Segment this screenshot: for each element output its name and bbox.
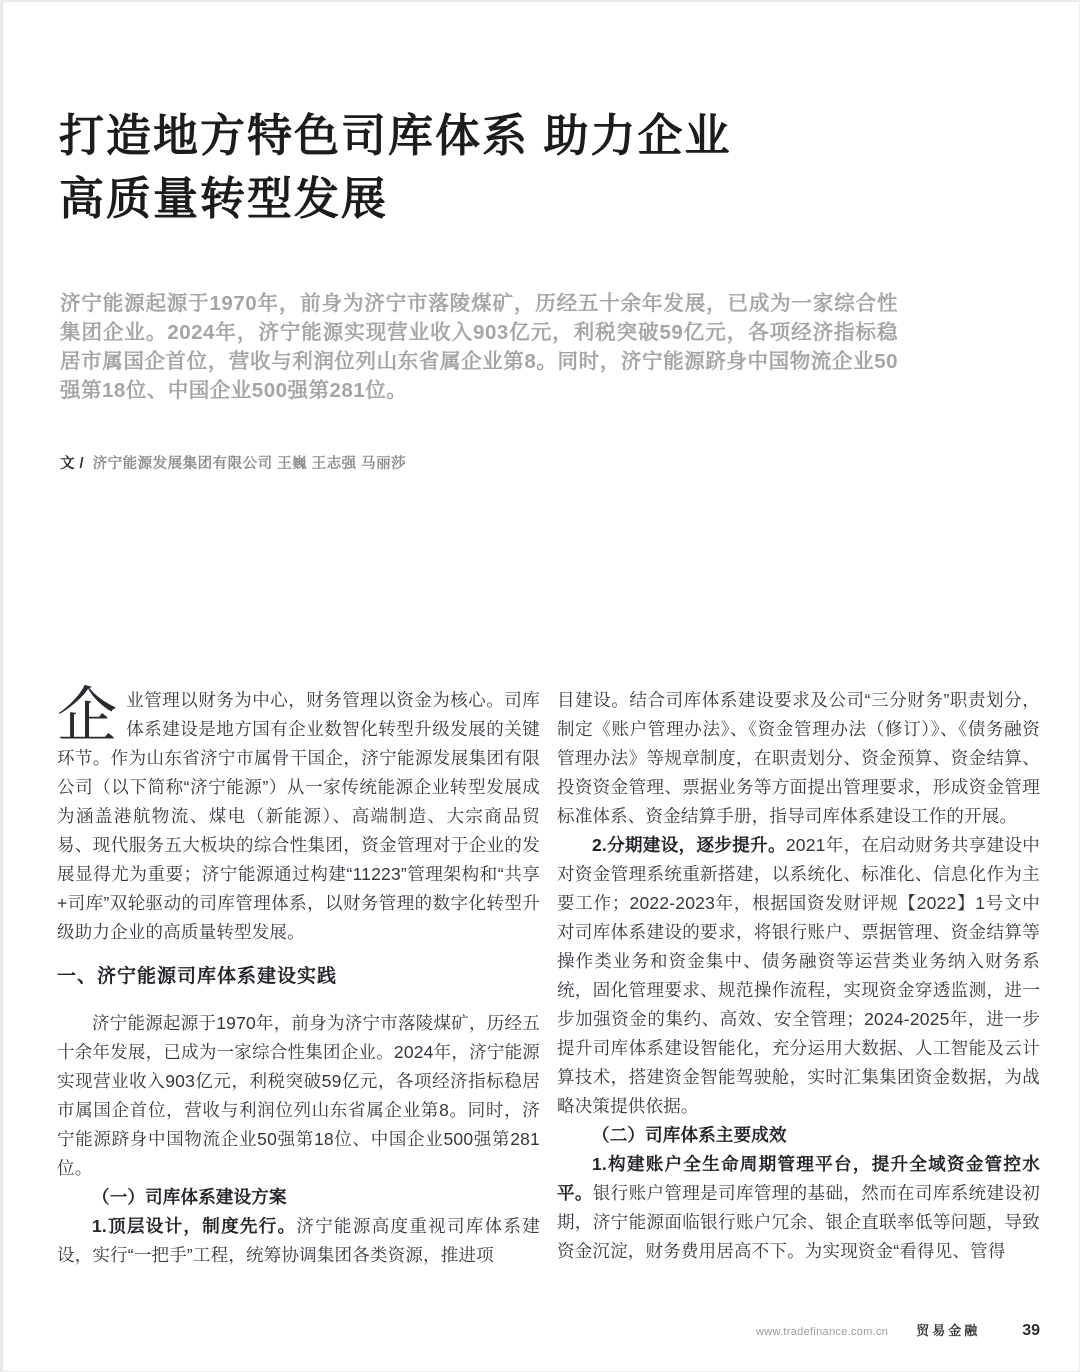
body-column-left — [57, 682, 540, 1270]
sub-heading-1-2: （二）司库体系主要成效 — [592, 1125, 787, 1145]
footer-page-number: 39 — [1022, 1322, 1040, 1339]
paragraph-top-design-lead: 1.顶层设计，制度先行。 — [92, 1216, 297, 1236]
article-title-line1: 打造地方特色司库体系 助力企业 — [59, 110, 732, 161]
section-heading-1: 一、济宁能源司库体系建设实践 — [57, 966, 338, 987]
paragraph-phased-construction-lead: 2.分期建设，逐步提升。 — [592, 835, 786, 855]
paragraph-history: 济宁能源起源于1970年，前身为济宁市落陵煤矿，历经五十余年发展，已成为一家综合性集团企业。2024年，济宁能源实现营业收入903亿元，利税突破59亿元，各项经济指标稳居市属国企首位，营收与利润位列山东省属企业第8。同时，济宁能源跻身中国物流企业50强第18位、中国企业500强第281位。 — [57, 1013, 540, 1178]
byline-prefix: 文 / — [60, 456, 85, 472]
dropcap-character: 企 — [57, 682, 118, 749]
paragraph-account-platform — [557, 1150, 1040, 1266]
article-byline — [60, 452, 406, 473]
paragraph-top-design-continued: 目建设。结合司库体系建设要求及公司“三分财务”职责划分，制定《账户管理办法》、《资金管理办法（修订）》、《债务融资管理办法》等规章制度，在职责划分、资金预算、资金结算、投资资金管理、票据业务等方面提出管理要求，形成资金管理标准体系、资金结算手册，指导司库体系建设工作的开展。 — [557, 690, 1040, 826]
paragraph-phased-construction-text: 2021年，在启动财务共享建设中对资金管理系统重新搭建，以系统化、标准化、信息化作为主要工作；2022-2023年，根据国资发财评规【2022】1号文中对司库体系建设的要求，将银行账户、票据管理、资金结算等操作类业务和资金集中、债务融资等运营类业务纳入财务系统，固化管理要求、规范操作流程，实现资金穿透监测，进一步加强资金的集约、高效、安全管理；2024-2025年，进一步提升司库体系建设智能化，充分运用大数据、人工智能及云计算技术，搭建资金智能驾驶舱，实时汇集集团资金数据，为战略决策提供依据。 — [557, 835, 1040, 1116]
footer-website-url: www.tradefinance.com.cn — [755, 1326, 889, 1338]
article-abstract: 济宁能源起源于1970年，前身为济宁市落陵煤矿，历经五十余年发展，已成为一家综合性集团企业。2024年，济宁能源实现营业收入903亿元，利税突破59亿元，各项经济指标稳居市属国企首位，营收与利润位列山东省属企业第8。同时，济宁能源跻身中国物流企业50强第18位、中国企业500强第281位。 — [60, 292, 898, 402]
footer-magazine-name: 贸易金融 — [916, 1323, 981, 1338]
body-column-right — [557, 686, 1040, 1266]
article-title — [59, 104, 732, 230]
paragraph-account-platform-lead: 1.构建账户全生命周期管理平台，提升全域资金管控水平。 — [557, 1154, 1040, 1203]
paragraph-intro — [57, 682, 540, 947]
byline-authors: 济宁能源发展集团有限公司 王巍 王志强 马丽莎 — [92, 456, 407, 472]
page-footer — [756, 1320, 1040, 1340]
article-title-line2: 高质量转型发展 — [59, 173, 389, 224]
paragraph-intro-text: 业管理以财务为中心，财务管理以资金为核心。司库体系建设是地方国有企业数智化转型升级发展的关键环节。作为山东省济宁市属骨干国企，济宁能源发展集团有限公司（以下简称“济宁能源”）从一家传统能源企业转型发展成为涵盖港航物流、煤电（新能源）、高端制造、大宗商品贸易、现代服务五大板块的综合性集团，资金管理对于企业的发展显得尤为重要；济宁能源通过构建“11223”管理架构和“共享+司库”双轮驱动的司库管理体系，以财务管理的数字化转型升级助力企业的高质量转型发展。 — [57, 690, 540, 942]
paragraph-account-platform-text: 银行账户管理是司库管理的基础，然而在司库系统建设初期，济宁能源面临银行账户冗余、银企直联率低等问题，导致资金沉淀，财务费用居高不下。为实现资金“看得见、管得 — [557, 1183, 1040, 1261]
paragraph-phased-construction — [557, 831, 1040, 1121]
paragraph-top-design — [57, 1212, 540, 1270]
sub-heading-1-1: （一）司库体系建设方案 — [92, 1187, 287, 1207]
paragraph-top-design-text: 济宁能源高度重视司库体系建设，实行“一把手”工程，统筹协调集团各类资源，推进项 — [57, 1216, 540, 1265]
